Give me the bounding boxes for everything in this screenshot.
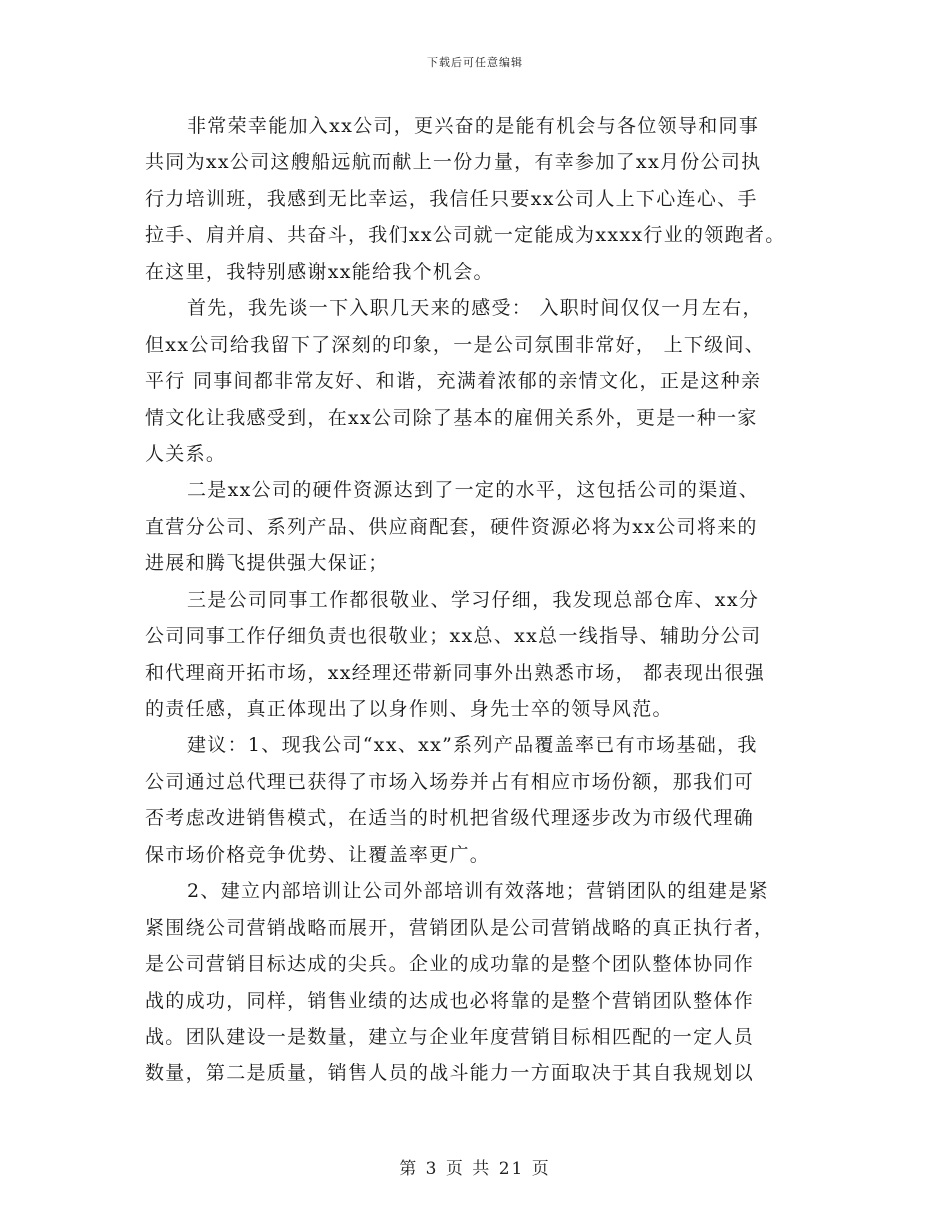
text-line: 否考虑改进销售模式，在适当的时机把省级代理逐步改为市级代理确 (145, 807, 755, 830)
text-line: 建议：1、现我公司“xx、xx”系列产品覆盖率已有市场基础，我 (187, 734, 758, 757)
text-line: 二是xx公司的硬件资源达到了一定的水平，这包括公司的渠道、 (187, 479, 760, 502)
text-line: 战的成功，同样，销售业绩的达成也必将靠的是整个营销团队整体作 (145, 989, 755, 1012)
text-line: 情文化让我感受到，在xx公司除了基本的雇佣关系外，更是一种一家 (145, 406, 758, 429)
page-header: 下载后可任意编辑 (427, 56, 523, 69)
text-line: 行力培训班，我感到无比幸运，我信任只要xx公司人上下心连心、手 (145, 187, 758, 210)
text-line: 的责任感，真正体现出了以身作则、身先士卒的领导风范。 (145, 698, 673, 720)
text-line: 进展和腾飞提供强大保证； (145, 552, 389, 575)
text-line: 公司通过总代理已获得了市场入场券并占有相应市场份额，那我们可 (145, 770, 755, 793)
text-line: 战。团队建设一是数量，建立与企业年度营销目标相匹配的一定人员 (145, 1025, 755, 1048)
text-line: 非常荣幸能加入xx公司，更兴奋的是能有机会与各位领导和同事 (187, 115, 760, 137)
text-line: 在这里，我特别感谢xx能给我个机会。 (145, 260, 494, 283)
text-line: 保市场价格竞争优势、让覆盖率更广。 (145, 843, 491, 866)
text-line: 2、建立内部培训让公司外部培训有效落地；营销团队的组建是紧 (187, 880, 769, 903)
text-line: 公司同事工作仔细负责也很敬业；xx总、xx总一线指导、辅助分公司 (145, 625, 762, 648)
text-line: 紧围绕公司营销战略而展开，营销团队是公司营销战略的真正执行者， (145, 916, 775, 939)
text-line: 但xx公司给我留下了深刻的印象，一是公司氛围非常好， 上下级间、 (145, 333, 766, 356)
text-line: 是公司营销目标达成的尖兵。企业的成功靠的是整个团队整体协同作 (145, 953, 755, 976)
text-line: 人关系。 (145, 442, 227, 465)
text-line: 共同为xx公司这艘船远航而献上一份力量，有幸参加了xx月份公司执 (145, 151, 762, 174)
text-line: 和代理商开拓市场，xx经理还带新同事外出熟悉市场， 都表现出很强 (145, 661, 766, 684)
text-line: 三是公司同事工作都很敬业、学习仔细，我发现总部仓库、xx分 (187, 588, 760, 611)
page-footer: 第 3 页 共 21 页 (399, 1159, 551, 1179)
text-line: 数量，第二是质量，销售人员的战斗能力一方面取决于其自我规划以 (145, 1062, 755, 1085)
text-line: 首先，我先谈一下入职几天来的感受： 入职时间仅仅一月左右， (187, 297, 763, 320)
document-body (145, 112, 815, 1096)
text-line: 直营分公司、系列产品、供应商配套，硬件资源必将为xx公司将来的 (145, 515, 758, 538)
text-line: 平行 同事间都非常友好、和谐，充满着浓郁的亲情文化，正是这种亲 (145, 370, 762, 393)
text-line: 拉手、肩并肩、共奋斗，我们xx公司就一定能成为xxxx行业的领跑者。 (145, 224, 786, 247)
